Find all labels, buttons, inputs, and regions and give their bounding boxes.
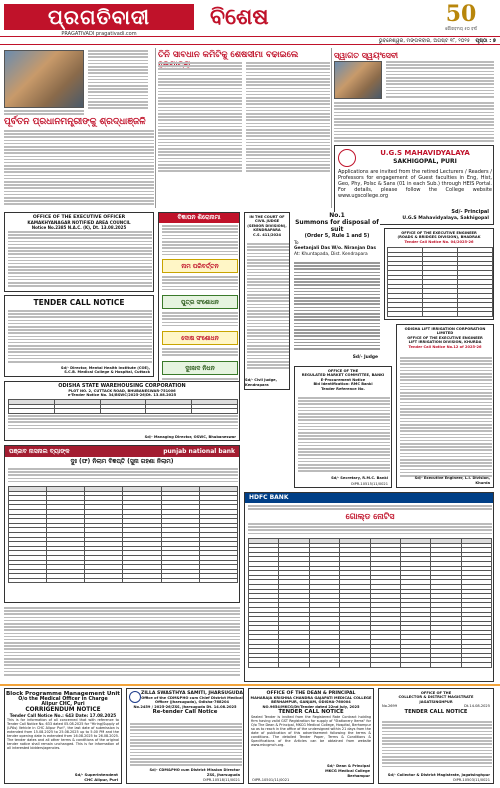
- olic-notice[interactable]: [396, 324, 494, 488]
- summons-no: No.1: [329, 212, 345, 219]
- zilla-title: ZILLA SWASTHYA SAMITI, JHARSUGUDA: [141, 691, 243, 696]
- pnb-name-odia: ପଞ୍ଜାବ ନାସନାଲ ବ୍ୟାଙ୍କ: [9, 448, 70, 455]
- classifieds-body-c: [162, 312, 238, 328]
- mkcg-heading: TENDER CALL NOTICE: [278, 709, 344, 716]
- pnb-footer-text: [4, 607, 240, 677]
- mkcg-title2: MAHARAJA KRISHNA CHANDRA GAJAPATI MEDICAL COLLEGE: [250, 696, 372, 700]
- collector-opr: OIPR-10503/11/0021: [452, 777, 490, 782]
- oswc-sign: Sd/- Managing Director, OSWC, Bhubaneswar: [144, 434, 236, 439]
- banki-sign: Sd/- Secretary, R.M.C. Banki: [331, 475, 388, 480]
- classified-item-4-label: ଦୁଃଖଦ ନିଧନ: [185, 365, 215, 372]
- zilla-sign: Sd/- CDM&PHO cum District Mission Director: [149, 767, 240, 772]
- mkcg-opr: OIPR-10501/11/0021: [252, 777, 290, 782]
- pnb-auction-notice[interactable]: [4, 445, 240, 603]
- mkcg-title3: BERHAMPUR, GANJAM, ODISHA-760004: [271, 700, 351, 705]
- collector-title2: COLLECTOR & DISTRICT MAGISTRATE: [398, 695, 474, 700]
- olic-title2: OFFICE OF THE EXECUTIVE ENGINEER: [407, 335, 483, 340]
- bridge-title2: (ROADS & BRIDGES DIVISION), BHADRAK: [397, 235, 481, 240]
- pnb-body: [8, 468, 238, 484]
- mkcg-sign3: Berhampur: [347, 773, 370, 778]
- ugs-sign2: U.G.S Mahavidyalaya, Sakhigopal: [402, 216, 489, 221]
- banki-sub2: Bid Identification: RMC Banki: [313, 382, 373, 387]
- collector-body: [382, 721, 492, 769]
- zilla-heading: Re-tender Call Notice: [152, 709, 218, 716]
- zilla-no: No.2459 / 2025-26/ZSS, Jharsuguda Dt. 14.08.2025: [133, 704, 237, 709]
- pnb-header: [5, 446, 239, 457]
- classifieds-body-a: [162, 225, 238, 257]
- roads-bridges-notice[interactable]: [384, 228, 494, 320]
- pnb-table: [8, 486, 238, 583]
- block-corrigendum: CORRIGENDUM NOTICE: [25, 707, 101, 713]
- kamakhyanagar-notice[interactable]: [4, 212, 154, 292]
- hdfc-table: [248, 538, 492, 668]
- dateline: [0, 36, 500, 45]
- summons-party: Geetanjali Das W/o. Niranjan Das: [294, 246, 376, 252]
- ugs-title: U.G.S MAHAVIDYALAYA: [380, 149, 470, 157]
- hdfc-heading: ଗୋଲ୍ଡ ନୋଟିସ: [345, 512, 395, 521]
- olic-body: [400, 357, 492, 478]
- classifieds-box: [158, 212, 240, 390]
- olic-sign: Sd/- Executive Engineer, L.I. Division, Khurda: [414, 476, 490, 485]
- zilla-body: [130, 723, 242, 768]
- block-title: Block Programme Management Unit: [6, 691, 120, 697]
- summons-sign: Sd/- Judge: [352, 355, 378, 360]
- page-number: ପୃଷ୍ଠା : ୭: [475, 38, 496, 44]
- ugs-body: Applications are invited from the retired Lecturers / Readers / Professors for engagement of Guest faculties in Eng, Hist, Geo, Phy, Polsc & Sans (01 in each Sub.) through HEIS Portal. For details, please follow the College website www.ugscollege.org: [338, 169, 492, 199]
- block-sign: Sd/- Superintendent: [74, 772, 118, 777]
- collector-no: No.2699: [382, 704, 398, 709]
- summons-title: Summons for disposal of suit: [295, 219, 379, 233]
- kamakhyanagar-title: OFFICE OF THE EXECUTIVE OFFICER: [32, 215, 126, 220]
- pnb-name-en: punjab national bank: [163, 448, 235, 455]
- oswc-sub: PLOT NO. 2, CUTTACK ROAD, BHUBANESWAR-751006: [68, 389, 176, 393]
- college-logo-icon: [338, 149, 356, 167]
- banki-sub3: Tender Reference No.: [321, 386, 365, 391]
- mkcg-sign: Sd/- Dean & Principal: [326, 763, 370, 768]
- ugs-sign: Sd/- Principal: [451, 209, 489, 215]
- banki-sub: E-Procurement Notice: [320, 377, 366, 382]
- column-rule-1: [155, 48, 156, 208]
- story-left-headline[interactable]: ପୂର୍ବତନ ପ୍ରଧାନମନ୍ତ୍ରୀଙ୍କୁ ଶ୍ରଦ୍ଧାଞ୍ଜଳି: [4, 117, 146, 127]
- civil-judge-notice[interactable]: [244, 212, 290, 390]
- civil-judge-body: [247, 243, 289, 371]
- oswc-notice[interactable]: [4, 381, 240, 441]
- anniversary-emblem: [432, 2, 490, 32]
- zilla-opr: OIPR-10518/11/0021: [202, 777, 240, 782]
- classified-item-1-label: ନାମ ପରିବର୍ତ୍ତନ: [181, 263, 219, 270]
- collector-title3: JAGATSINGHPUR: [419, 699, 453, 704]
- caption-lines: [4, 110, 84, 116]
- collector-ref-row: [379, 704, 493, 709]
- mkcg-no: NO.9654/MKCG/Dt/Tender dated 22nd July, 2025: [262, 704, 360, 709]
- mental-health-tender[interactable]: [4, 295, 154, 377]
- anniversary-text: ଗୌରବମୟ ୫୦ ବର୍ଷ: [445, 26, 477, 31]
- hdfc-intro: [248, 505, 492, 511]
- classified-item-2-label: ପୁତ୍ର ସଂଶୋଧନ: [181, 299, 219, 306]
- classified-item-3[interactable]: [162, 331, 238, 345]
- bridge-title: OFFICE OF THE EXECUTIVE ENGINEER: [401, 231, 477, 235]
- civil-judge-case: C.S. 411/2024: [252, 232, 282, 237]
- zilla-sub: Office of the CDM&PHO cum Chief District Medical Officer (Jharsuguda), Odisha-768204: [141, 696, 243, 705]
- block-sub2: Alipur CHC, Puri: [41, 702, 85, 707]
- classified-item-4[interactable]: [162, 361, 238, 375]
- oswc-ref: e-Tender Notice No. 34/BSWC/2025-26/Dt. 13.08.2025: [67, 393, 177, 398]
- mkcg-title: OFFICE OF THE DEAN & PRINCIPAL: [266, 691, 356, 696]
- olic-title3: LIFT IRRIGATION DIVISION, KHURDA: [408, 340, 482, 345]
- mkcg-body: Sealed Tender is invited from the Registered Rate Contract holding firm having valid GST Registration for supply of "Stationery Items" for O/o The Dean & Principal, MKCG Medical College, Hospital, Berhampur so as to reach in the office of the undersigned within 21 days from the date of publication of this advertisement following the terms & conditions. The detailed Tender Paper, Terms & Conditions & Specifications of the Articles can be obtained from website www.mkcgmch.org.: [251, 715, 371, 748]
- issue-date: ଭୁବନେଶ୍ୱର, ମଙ୍ଗଳବାର, ଅଗଷ୍ଟ ୧୮, ୨୦୨୫: [378, 38, 470, 44]
- summons-to: To: [294, 241, 299, 246]
- bridge-sub: Tender Call Notice No. 04/2025-26: [404, 239, 474, 244]
- kamakhyanagar-sub: KAMAKHYANAGAR NOTIFIED AREA COUNCIL: [27, 220, 131, 225]
- oswc-table: [8, 399, 238, 414]
- bottom-divider: [0, 684, 500, 686]
- column-rule-2: [331, 48, 332, 208]
- zilla-swasthya-notice[interactable]: [126, 688, 244, 784]
- banki-title2: REGULATED MARKET COMMITTEE, BANKI: [301, 373, 385, 378]
- news-photo-2: [334, 61, 382, 99]
- block-sub: O/o the Medical Officer in Charge: [18, 697, 108, 702]
- hdfc-body: [248, 523, 492, 536]
- mkcg-sign2: MKCG Medical College: [325, 768, 370, 773]
- summons-address: At: Khuntapada, Dist. Kendrapara: [294, 251, 368, 257]
- oswc-body: [8, 415, 238, 431]
- civil-judge-sign: Sd/- Civil Judge, Kendrapara: [245, 378, 277, 387]
- collector-sign: Sd/- Collector & District Magistrate, Jagatsinghpur: [387, 772, 490, 777]
- block-body: This is for information of all concerned that with reference to Tender Call Notice No. 633 dated 05.08.2025 for "Hiring/Supply of (LPAs) Vehicle in CHC Alipur Puri", the last date of submission is extended from 15.08.2025 to 25.08.2025 up to 5.00 PM and the tender opening date is extended from 16.08.2025 to 26.08.2025. The tender dates and all other terms & conditions of the original tender notice shall remain unchanged. This is for information of all interested bidders/agencies.: [7, 718, 119, 750]
- classifieds-body-d: [162, 348, 238, 358]
- tender-call-title: TENDER CALL NOTICE: [33, 298, 125, 307]
- block-programme-notice[interactable]: [4, 688, 122, 784]
- bridge-table: [387, 247, 493, 317]
- hdfc-gold-notice[interactable]: [244, 492, 494, 682]
- logo-subtext: PRAGATIVADI pragativadi.com: [61, 31, 137, 37]
- classified-item-2[interactable]: [162, 295, 238, 309]
- summons-body: [294, 262, 380, 351]
- masthead: [0, 0, 500, 44]
- classified-item-3-label: ଦୋଷ ସଂଶୋଧନ: [181, 335, 219, 342]
- odisha-govt-emblem-icon: [129, 691, 141, 703]
- olic-title: ODISHA LIFT IRRIGATION CORPORATION LIMITED: [404, 327, 486, 336]
- summons-rule: (Order 5, Rule 1 and 5): [304, 233, 370, 239]
- newspaper-logo[interactable]: ପ୍ରଗତିବାଦୀ: [4, 4, 194, 30]
- story-right-body-b: [334, 102, 494, 143]
- collector-heading: TENDER CALL NOTICE: [404, 709, 468, 716]
- mkcg-tender-notice[interactable]: [248, 688, 374, 784]
- kamakhyanagar-notice-no: Notice No.2385 N.A.C. (K), Dt. 13.08.2025: [31, 225, 127, 230]
- zilla-sign2: ZSS, Jharsuguda: [206, 772, 240, 777]
- ugs-subtitle: SAKHIGOPAL, PURI: [393, 158, 457, 165]
- olic-notice-no: Tender Call Notice No.12 of 2025-26: [408, 344, 482, 349]
- civil-judge-title: IN THE COURT OF CIVIL JUDGE (SENIOR DIVISION), KENDRAPARA: [247, 215, 287, 233]
- collector-title: OFFICE OF THE: [420, 691, 452, 695]
- story-left-body-b: [4, 130, 154, 207]
- anniversary-number: 50: [445, 1, 477, 27]
- banki-opr: OIPR-10515/11/0021: [350, 481, 388, 486]
- tender-call-sign: Sd/- Director, Mental Health Institute (COE), S.C.B. Medical College & Hospital, Cuttack: [60, 365, 150, 374]
- story-right-body: [386, 61, 494, 99]
- banki-body: [298, 397, 390, 474]
- news-photo-1: [4, 50, 84, 108]
- classified-item-1[interactable]: [162, 259, 238, 273]
- kamakhyanagar-body: [8, 231, 152, 288]
- summons-notice[interactable]: [294, 212, 380, 362]
- pnb-notice-title: ଦୁଃ (ଫ) ନିଲାମ ବିଜ୍ଞପ୍ତି (ସୁନା ଗହଣା ନିଲାମ): [70, 458, 174, 465]
- classifieds-title: ବିଜ୍ଞାପନ ଶିରୋନାମା: [159, 213, 239, 223]
- hdfc-header: HDFC BANK: [245, 493, 493, 503]
- banki-rmc-notice[interactable]: [294, 366, 392, 488]
- collector-tender-notice[interactable]: [378, 688, 494, 784]
- story-right-headline[interactable]: ସ୍ୱାଗତ ସ୍ୱୟଂସେବୀ: [334, 50, 399, 60]
- classifieds-body-b: [162, 276, 238, 292]
- block-notice-no: Tender Call Notice No.: 643 Date: 17.08.2025: [9, 713, 117, 718]
- story-mid-col1: [158, 62, 242, 174]
- oswc-title: ODISHA STATE WAREHOUSING CORPORATION: [58, 383, 186, 389]
- block-sign2: CHC Alipur, Puri: [84, 777, 118, 782]
- tender-call-body: [8, 310, 152, 364]
- story-mid-headline-a: ତିନି ସାବଧାନ କମିଟିକୁ ଶେଷସୀମା ବଢାଇଲେ: [158, 50, 299, 60]
- banki-title: OFFICE OF THE: [327, 369, 359, 373]
- section-title: ବିଶେଷ: [210, 4, 269, 30]
- story-mid-col2: [246, 62, 330, 174]
- collector-dt: Dt.14.08.2025: [464, 704, 490, 709]
- story-left-body-a: [88, 50, 148, 111]
